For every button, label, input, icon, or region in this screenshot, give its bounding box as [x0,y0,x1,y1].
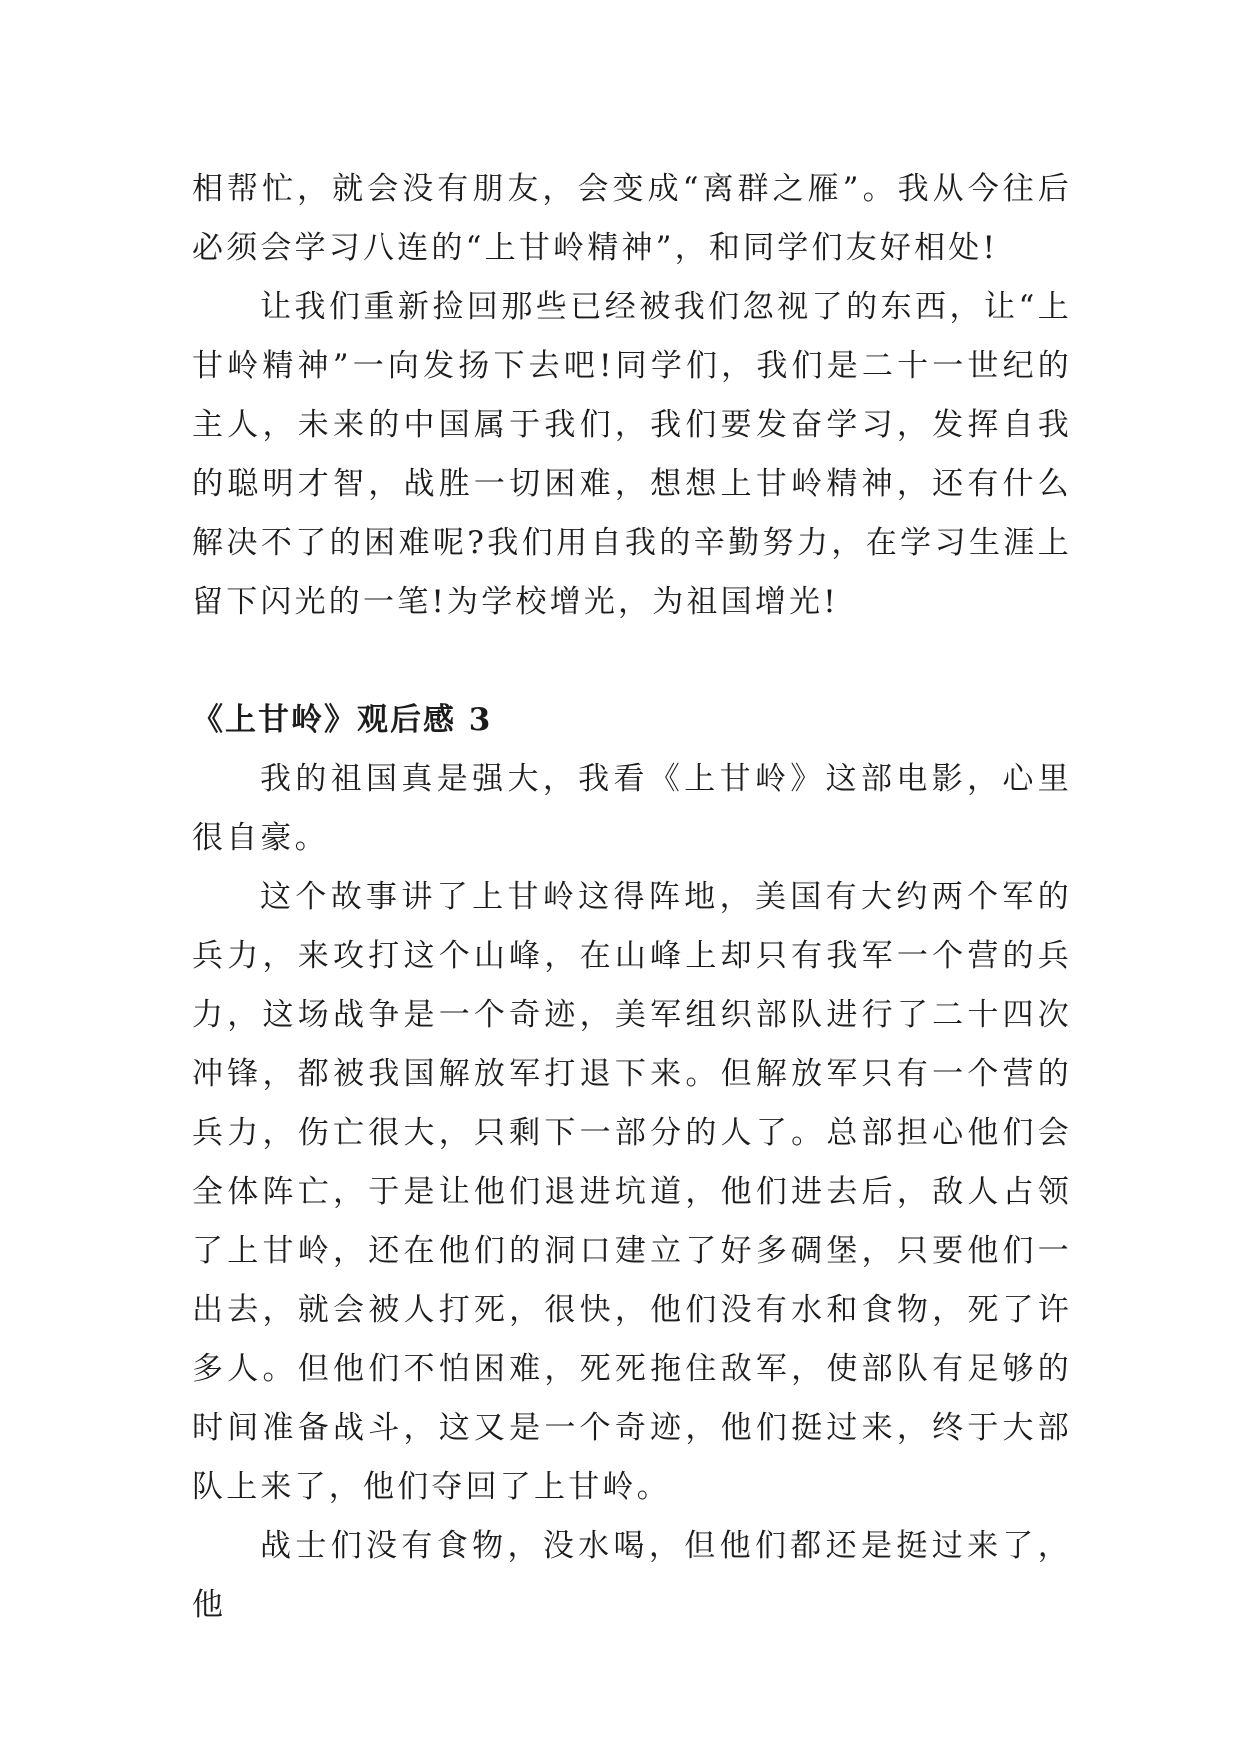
paragraph-intro: 我的祖国真是强大，我看《上甘岭》这部电影，心里很自豪。 [192,761,1072,856]
section-title: 《上甘岭》观后感 3 [192,702,493,738]
section-spacer [192,632,1072,691]
paragraph-call-to-action: 让我们重新捡回那些已经被我们忽视了的东西，让“上甘岭精神”一向发扬下去吧!同学们，我们是二十一世纪的主人，未来的中国属于我们，我们要发奋学习，发挥自我的聪明才智，战胜一切困难，想想上甘岭精神，还有什么解决不了的困难呢?我们用自我的辛勤努力，在学习生涯上留下闪光的一笔!为学校增光，为祖国增光! [192,289,1072,620]
document-body [192,160,1072,1635]
paragraph-soldiers: 战士们没有食物，没水喝，但他们都还是挺过来了，他 [192,1528,1072,1623]
paragraph-story: 这个故事讲了上甘岭这得阵地，美国有大约两个军的兵力，来攻打这个山峰，在山峰上却只有我军一个营的兵力，这场战争是一个奇迹，美军组织部队进行了二十四次冲锋，都被我国解放军打退下来。但解放军只有一个营的兵力，伤亡很大，只剩下一部分的人了。总部担心他们会全体阵亡，于是让他们退进坑道，他们进去后，敌人占领了上甘岭，还在他们的洞口建立了好多碉堡，只要他们一出去，就会被人打死，很快，他们没有水和食物，死了许多人。但他们不怕困难，死死拖住敌军，使部队有足够的时间准备战斗，这又是一个奇迹，他们挺过来，终于大部队上来了，他们夺回了上甘岭。 [192,879,1072,1505]
paragraph-continuation: 相帮忙，就会没有朋友，会变成“离群之雁”。我从今往后必须会学习八连的“上甘岭精神”，和同学们友好相处! [192,171,1072,266]
